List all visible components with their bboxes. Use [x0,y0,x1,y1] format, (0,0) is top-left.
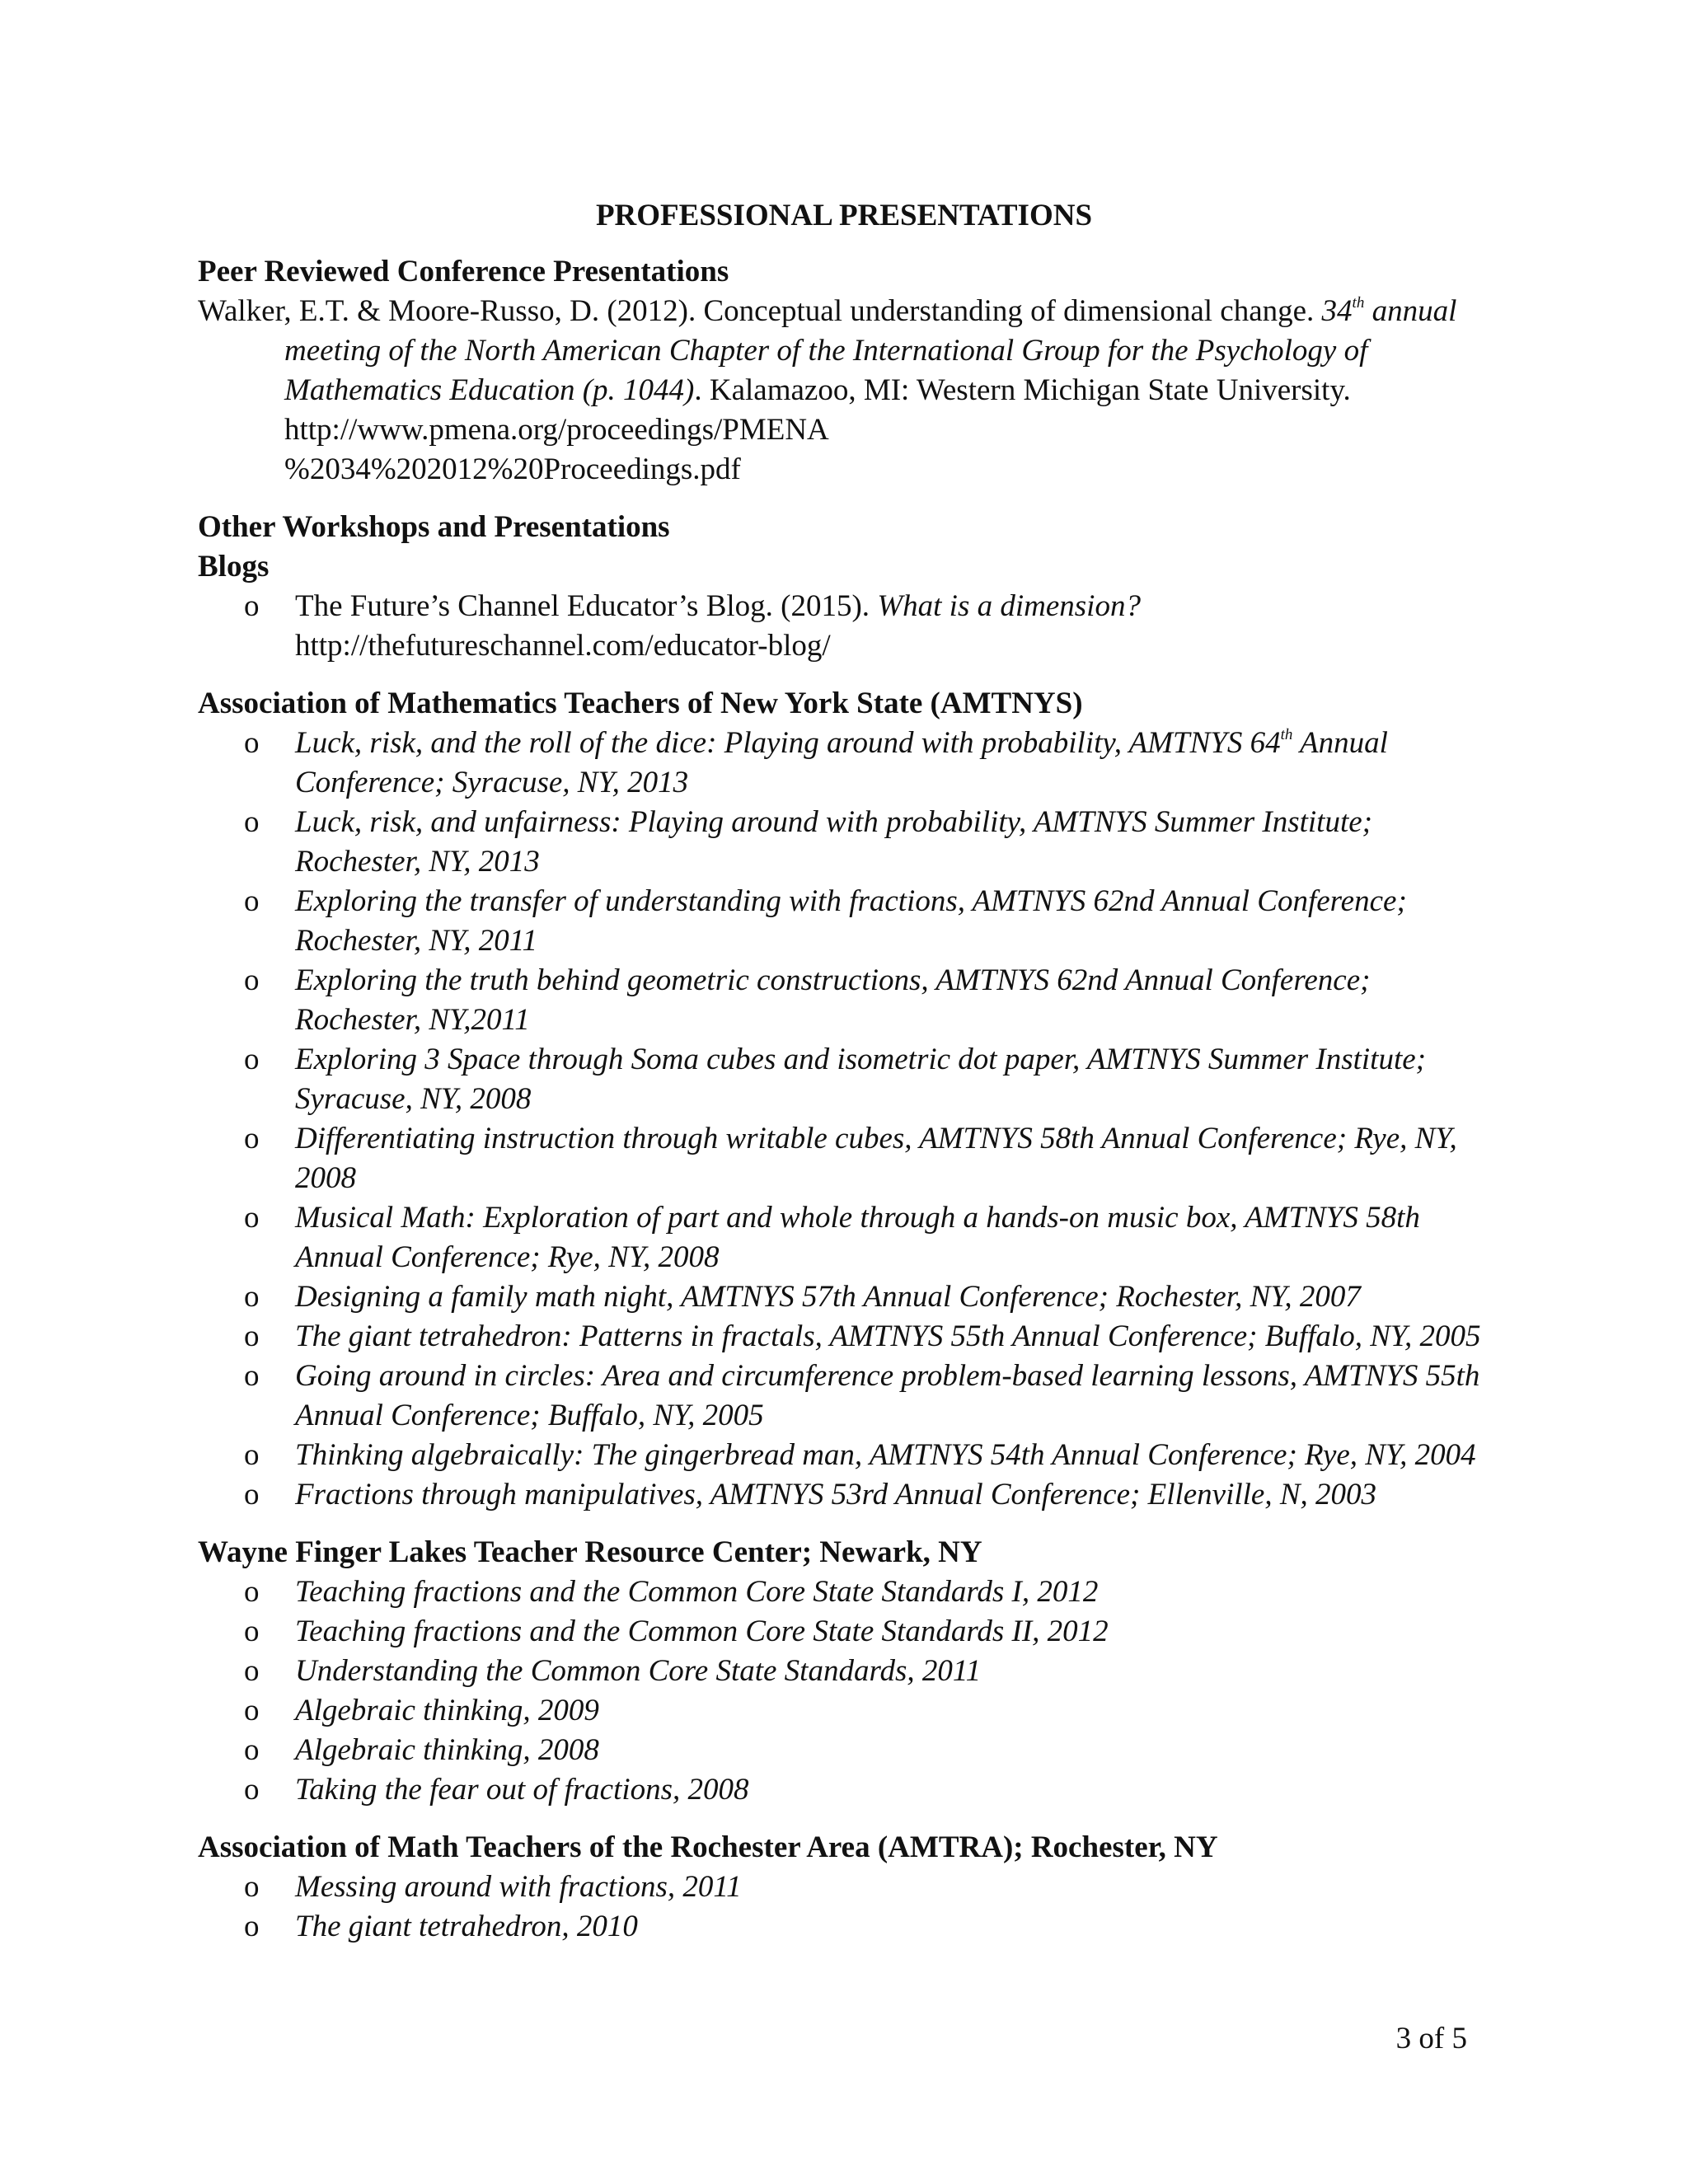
blog-topic: What is a dimension? [877,589,1141,623]
amtra-heading: Association of Math Teachers of the Rochester Area (AMTRA); Rochester, NY [198,1830,1218,1864]
list-item-text: Algebraic thinking, 2009 [295,1694,599,1727]
list-item-text: Differentiating instruction through writable cubes, AMTNYS 58th Annual Conference; Rye, NY, 2008 [295,1122,1457,1195]
list-item [198,1317,1500,1357]
reference-ordinal: 34 [1321,294,1353,328]
bullet-marker: o [244,589,260,623]
bullet-marker: o [244,963,260,997]
amtnys-first-sup: th [1280,726,1293,743]
list-item [198,1572,1500,1612]
bullet-marker: o [244,1280,260,1314]
bullet-marker: o [244,1122,260,1155]
reference-authors: Walker, E.T. & Moore-Russo, D. (2012). Conceptual understanding of dimensional change. [198,294,1322,328]
list-item-text: Luck, risk, and unfairness: Playing around with probability, AMTNYS Summer Institute; Rochester, NY, 2013 [295,805,1372,879]
content-body [198,252,1500,1947]
list-item [198,1436,1500,1475]
list-item-text: Taking the fear out of fractions, 2008 [295,1773,749,1807]
list-item [198,1357,1500,1436]
bullet-marker: o [244,1478,260,1511]
peer-reference [198,292,1500,490]
list-item [198,587,1500,666]
list-item [198,1198,1500,1277]
list-item-text: The giant tetrahedron, 2010 [295,1910,638,1943]
list-item [198,1652,1500,1691]
blogs-heading: Blogs [198,550,270,583]
list-item [198,1475,1500,1515]
list-item-text: Going around in circles: Area and circumference problem-based learning lessons, AMTNYS 55th Annual Conference; Buffalo, NY, 2005 [295,1359,1480,1432]
list-item-text: Understanding the Common Core State Standards, 2011 [295,1654,982,1688]
amtnys-first-rest: Annual Conference; Syracuse, NY, 2013 [295,726,1388,799]
list-item [198,1770,1500,1810]
bullet-marker: o [244,726,260,760]
bullet-marker: o [244,1359,260,1393]
list-item-text: Exploring the truth behind geometric constructions, AMTNYS 62nd Annual Conference; Rochester, NY,2011 [295,963,1371,1037]
bullet-marker: o [244,1201,260,1235]
list-item-text: Teaching fractions and the Common Core State Standards I, 2012 [295,1575,1099,1609]
list-item-text: Algebraic thinking, 2008 [295,1733,599,1767]
bullet-marker: o [244,1910,260,1943]
reference-venue: annual meeting of the North American Chapter of the International Group for the Psychology of Mathematics Education (p. 1044) [284,294,1457,407]
list-item-text: Fractions through manipulatives, AMTNYS 53rd Annual Conference; Ellenville, N, 2003 [295,1478,1377,1511]
list-item [198,882,1500,961]
list-item-text: Thinking algebraically: The gingerbread man, AMTNYS 54th Annual Conference; Rye, NY, 2004 [295,1438,1476,1472]
list-item [198,1277,1500,1317]
bullet-marker: o [244,805,260,839]
amtnys-first-text: Luck, risk, and the roll of the dice: Playing around with probability, AMTNYS 64 [295,726,1281,760]
blog-url: http://thefutureschannel.com/educator-blog/ [295,629,831,663]
bullet-marker: o [244,1870,260,1904]
amtra-list [198,1868,1500,1947]
list-item-text: Musical Math: Exploration of part and whole through a hands-on music box, AMTNYS 58th Annual Conference; Rye, NY, 2008 [295,1201,1420,1274]
bullet-marker: o [244,884,260,918]
bullet-marker: o [244,1694,260,1727]
list-item [198,1691,1500,1731]
peer-reviewed-heading: Peer Reviewed Conference Presentations [198,255,729,288]
amtnys-heading: Association of Mathematics Teachers of New York State (AMTNYS) [198,687,1083,720]
list-item [198,1731,1500,1770]
list-item-text: Designing a family math night, AMTNYS 57th Annual Conference; Rochester, NY, 2007 [295,1280,1361,1314]
blogs-list [198,587,1500,666]
wayne-list [198,1572,1500,1810]
bullet-marker: o [244,1733,260,1767]
other-workshops-heading: Other Workshops and Presentations [198,510,670,544]
reference-url-part1: http://www.pmena.org/proceedings/PMENA [284,413,829,447]
bullet-marker: o [244,1615,260,1648]
bullet-marker: o [244,1438,260,1472]
list-item-text: Exploring 3 Space through Soma cubes and isometric dot paper, AMTNYS Summer Institute; Syracuse, NY, 2008 [295,1043,1426,1116]
reference-url-part2: %2034%202012%20Proceedings.pdf [284,452,741,486]
reference-publisher: . Kalamazoo, MI: Western Michigan State University. [694,373,1351,407]
list-item-text: The giant tetrahedron: Patterns in fractals, AMTNYS 55th Annual Conference; Buffalo, NY, 2005 [295,1319,1481,1353]
list-item [198,1612,1500,1652]
blog-title: The Future’s Channel Educator’s Blog. (2015). [295,589,878,623]
list-item [198,1040,1500,1119]
page-number: 3 of 5 [1395,2022,1467,2055]
amtnys-list [198,724,1500,1515]
bullet-marker: o [244,1654,260,1688]
list-item-text: Messing around with fractions, 2011 [295,1870,742,1904]
wayne-heading: Wayne Finger Lakes Teacher Resource Center; Newark, NY [198,1535,982,1569]
reference-ordinal-suffix: th [1352,294,1365,312]
section-title: PROFESSIONAL PRESENTATIONS [595,199,1093,232]
list-item [198,961,1500,1040]
bullet-marker: o [244,1043,260,1076]
list-item-text: Teaching fractions and the Common Core State Standards II, 2012 [295,1615,1109,1648]
bullet-marker: o [244,1319,260,1353]
list-item [198,1907,1500,1947]
list-item [198,1119,1500,1198]
list-item-text: Exploring the transfer of understanding with fractions, AMTNYS 62nd Annual Conference; Rochester, NY, 2011 [295,884,1407,958]
list-item [198,1868,1500,1907]
list-item [198,724,1500,803]
list-item [198,803,1500,882]
bullet-marker: o [244,1773,260,1807]
bullet-marker: o [244,1575,260,1609]
